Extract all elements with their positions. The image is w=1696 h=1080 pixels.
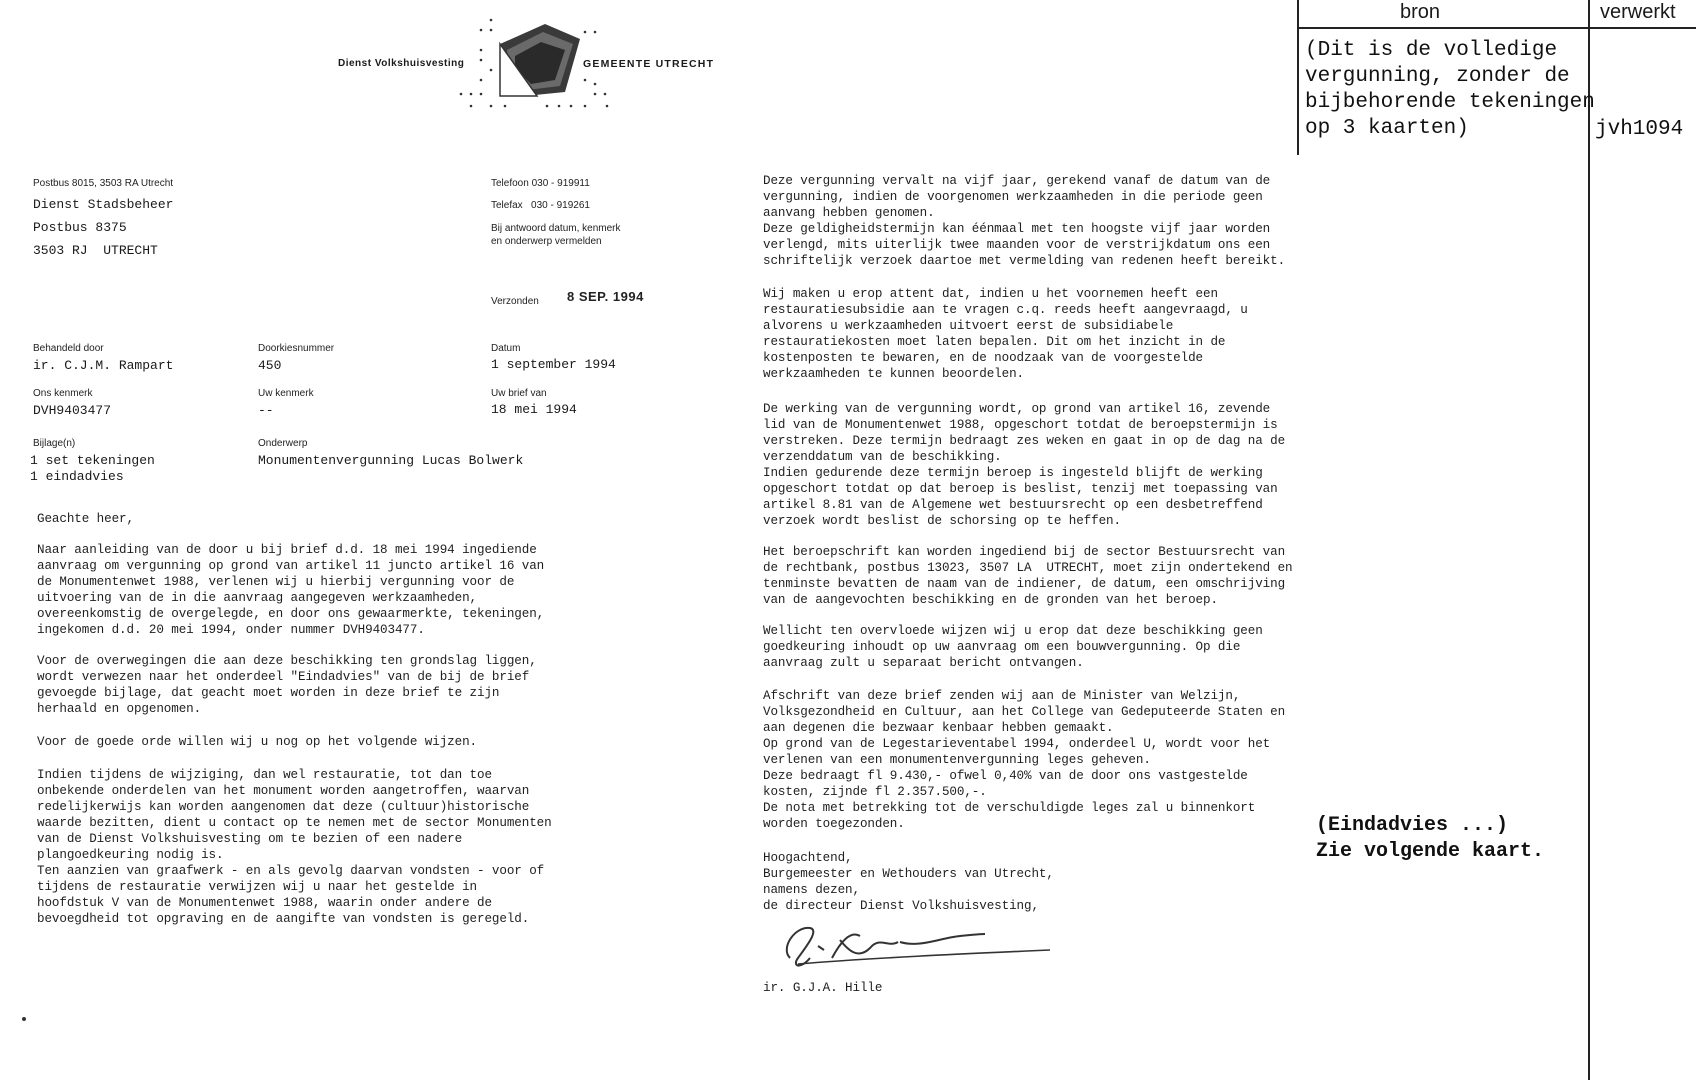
bijlage-label: Bijlage(n) (33, 438, 76, 449)
card-col-source: bron (1400, 1, 1441, 23)
signature (770, 918, 1060, 978)
right-paragraph-2: Wij maken u erop attent dat, indien u het voornemen heeft een restauratiesubsidie aan te vragen c.q. reeds heeft aangevraagd, u alvorens u werkzaamheden uitvoert eerst de subsidiabele restauratiekosten moet laten bepalen. Dit om het inzicht in de kostenposten te bewaren, en de noodzaak van de voorgestelde werkzaamheden te kunnen beoordelen. (763, 287, 1248, 381)
right-paragraph-5: Wellicht ten overvloede wijzen wij u erop dat deze beschikking geen goedkeuring inhoudt op uw aanvraag om een bouwvergunning. Op die aanvraag zult u separaat bericht ontvangen. (763, 624, 1263, 670)
municipality-name: GEMEENTE UTRECHT (583, 58, 715, 70)
datum-value: 1 september 1994 (491, 357, 616, 372)
sender-postbus: Postbus 8015, 3503 RA Utrecht (33, 178, 174, 189)
sender-telefoon: Telefoon 030 - 919911 (491, 178, 590, 189)
right-paragraph-3: De werking van de vergunning wordt, op grond van artikel 16, zevende lid van de Monumentenwet 1988, opgeschort totdat de beroepstermijn is verstreken. Deze termijn bedraagt zes weken en gaat in op de dag na de verzenddatum van de beschikking. Indien gedurende deze termijn beroep is ingesteld blijft de werking opgeschort totdat op dat beroep is beslist, tenzij met toepassing van artikel 8.81 van de Algemene wet bestuursrecht op een desbetreffend verzoek wordt beslist de schorsing op te heffen. (763, 402, 1286, 528)
verzonden-label: Verzonden (491, 296, 539, 307)
verzonden-stamp: 8 SEP. 1994 (567, 289, 644, 304)
uw-brief-label: Uw brief van (491, 388, 547, 399)
card-middle-rule (1588, 0, 1590, 1080)
card-col-processed: verwerkt (1600, 1, 1676, 23)
bijlage-value: 1 set tekeningen 1 eindadvies (30, 453, 155, 484)
addressee-line2: Postbus 8375 (33, 220, 127, 235)
card-header-rule (1297, 27, 1696, 29)
behandeld-label: Behandeld door (33, 343, 104, 354)
ons-kenmerk-value: DVH9403477 (33, 403, 112, 418)
uw-kenmerk-value: -- (258, 403, 274, 418)
salutation: Geachte heer, (37, 512, 134, 526)
card-source-note: (Dit is de volledige vergunning, zonder de bijbehorende tekeningen op 3 kaarten) (1305, 39, 1595, 140)
addressee-line1: Dienst Stadsbeheer (33, 197, 174, 212)
sender-telefax: Telefax 030 - 919261 (491, 200, 590, 211)
reply-note: Bij antwoord datum, kenmerk en onderwerp vermelden (491, 223, 621, 247)
left-paragraph-3: Voor de goede orde willen wij u nog op het volgende wijzen. (37, 735, 477, 749)
uw-kenmerk-label: Uw kenmerk (258, 388, 314, 399)
datum-label: Datum (491, 343, 521, 354)
right-paragraph-1: Deze vergunning vervalt na vijf jaar, gerekend vanaf de datum van de vergunning, indien de voorgenomen werkzaamheden in die periode geen aanvang hebben genomen. Deze geldigheidstermijn kan éénmaal met ten hoogste vijf jaar worden verlengd, mits uiterlijk twee maanden voor de verstrijkdatum ons een schriftelijk verzoek daartoe met vermelding van redenen heeft bereikt. (763, 174, 1286, 268)
left-paragraph-1: Naar aanleiding van de door u bij brief d.d. 18 mei 1994 ingediende aanvraag om vergunning op grond van artikel 11 juncto artikel 16 van de Monumentenwet 1988, verlenen wij u hierbij vergunning voor de uitvoering van de in die aanvraag aangegeven werkzaamheden, overeenkomstig de overgelegde, en door ons gewaarmerkte, tekeningen, ingekomen d.d. 20 mei 1994, onder nummer DVH9403477. (37, 543, 545, 637)
card-bottom-note: (Eindadvies ...) Zie volgende kaart. (1316, 814, 1545, 863)
right-paragraph-4: Het beroepschrift kan worden ingediend bij de sector Bestuursrecht van de rechtbank, postbus 13023, 3507 LA UTRECHT, moet zijn ondertekend en tenminste bevatten de naam van de indiener, de datum, een omschrijving van de aangevochten beschikking en de gronden van het beroep. (763, 545, 1293, 607)
doorkies-value: 450 (258, 358, 282, 373)
doorkies-label: Doorkiesnummer (258, 343, 335, 354)
right-paragraph-6: Afschrift van deze brief zenden wij aan de Minister van Welzijn, Volksgezondheid en Cultuur, aan het College van Gedeputeerde Staten en aan degenen die bezwaar kenbaar hebben gemaakt. Op grond van de Legestarieventabel 1994, onderdeel U, wordt voor het verlenen van een monumentenvergunning leges geheven. Deze bedraagt fl 9.430,- ofwel 0,40% van de door ons vastgestelde kosten, zijnde fl 2.357.500,-. De nota met betrekking tot de verschuldigde leges zal u binnenkort worden toegezonden. (763, 689, 1286, 831)
closing: Hoogachtend, Burgemeester en Wethouders van Utrecht, namens dezen, de directeur Dienst Volkshuisvesting, (763, 851, 1054, 913)
onderwerp-value: Monumentenvergunning Lucas Bolwerk (258, 453, 524, 468)
stray-dot (22, 1017, 26, 1021)
onderwerp-label: Onderwerp (258, 438, 308, 449)
addressee-line3: 3503 RJ UTRECHT (33, 243, 158, 258)
left-paragraph-4: Indien tijdens de wijziging, dan wel restauratie, tot dan toe onbekende onderdelen van het monument worden aangetroffen, waarvan redelijkerwijs kan worden aangenomen dat deze (cultuur)historische waarde bezitten, dient u contact op te nemen met de sector Monumenten van de Dienst Volkshuisvesting om te bezien of een nadere plangoedkeuring nodig is. Ten aanzien van graafwerk - en als gevolg daarvan vondsten - voor of tijdens de restauratie verwijzen wij u naar het gestelde in hoofdstuk V van de Monumentenwet 1988, waarin onder andere de bevoegdheid tot opgraving en de aangifte van vondsten is geregeld. (37, 768, 552, 926)
uw-brief-value: 18 mei 1994 (491, 402, 577, 417)
ons-kenmerk-label: Ons kenmerk (33, 388, 93, 399)
card-processed-code: jvh1094 (1595, 118, 1684, 141)
card-left-rule (1297, 0, 1299, 155)
signatory: ir. G.J.A. Hille (763, 981, 883, 995)
dept-name: Dienst Volkshuisvesting (338, 58, 465, 69)
left-paragraph-2: Voor de overwegingen die aan deze beschikking ten grondslag liggen, wordt verwezen naar het onderdeel "Eindadvies" van de bij de brief gevoegde bijlage, dat geacht moet worden in deze brief te zijn herhaald en opgenomen. (37, 654, 537, 716)
behandeld-value: ir. C.J.M. Rampart (33, 358, 174, 373)
